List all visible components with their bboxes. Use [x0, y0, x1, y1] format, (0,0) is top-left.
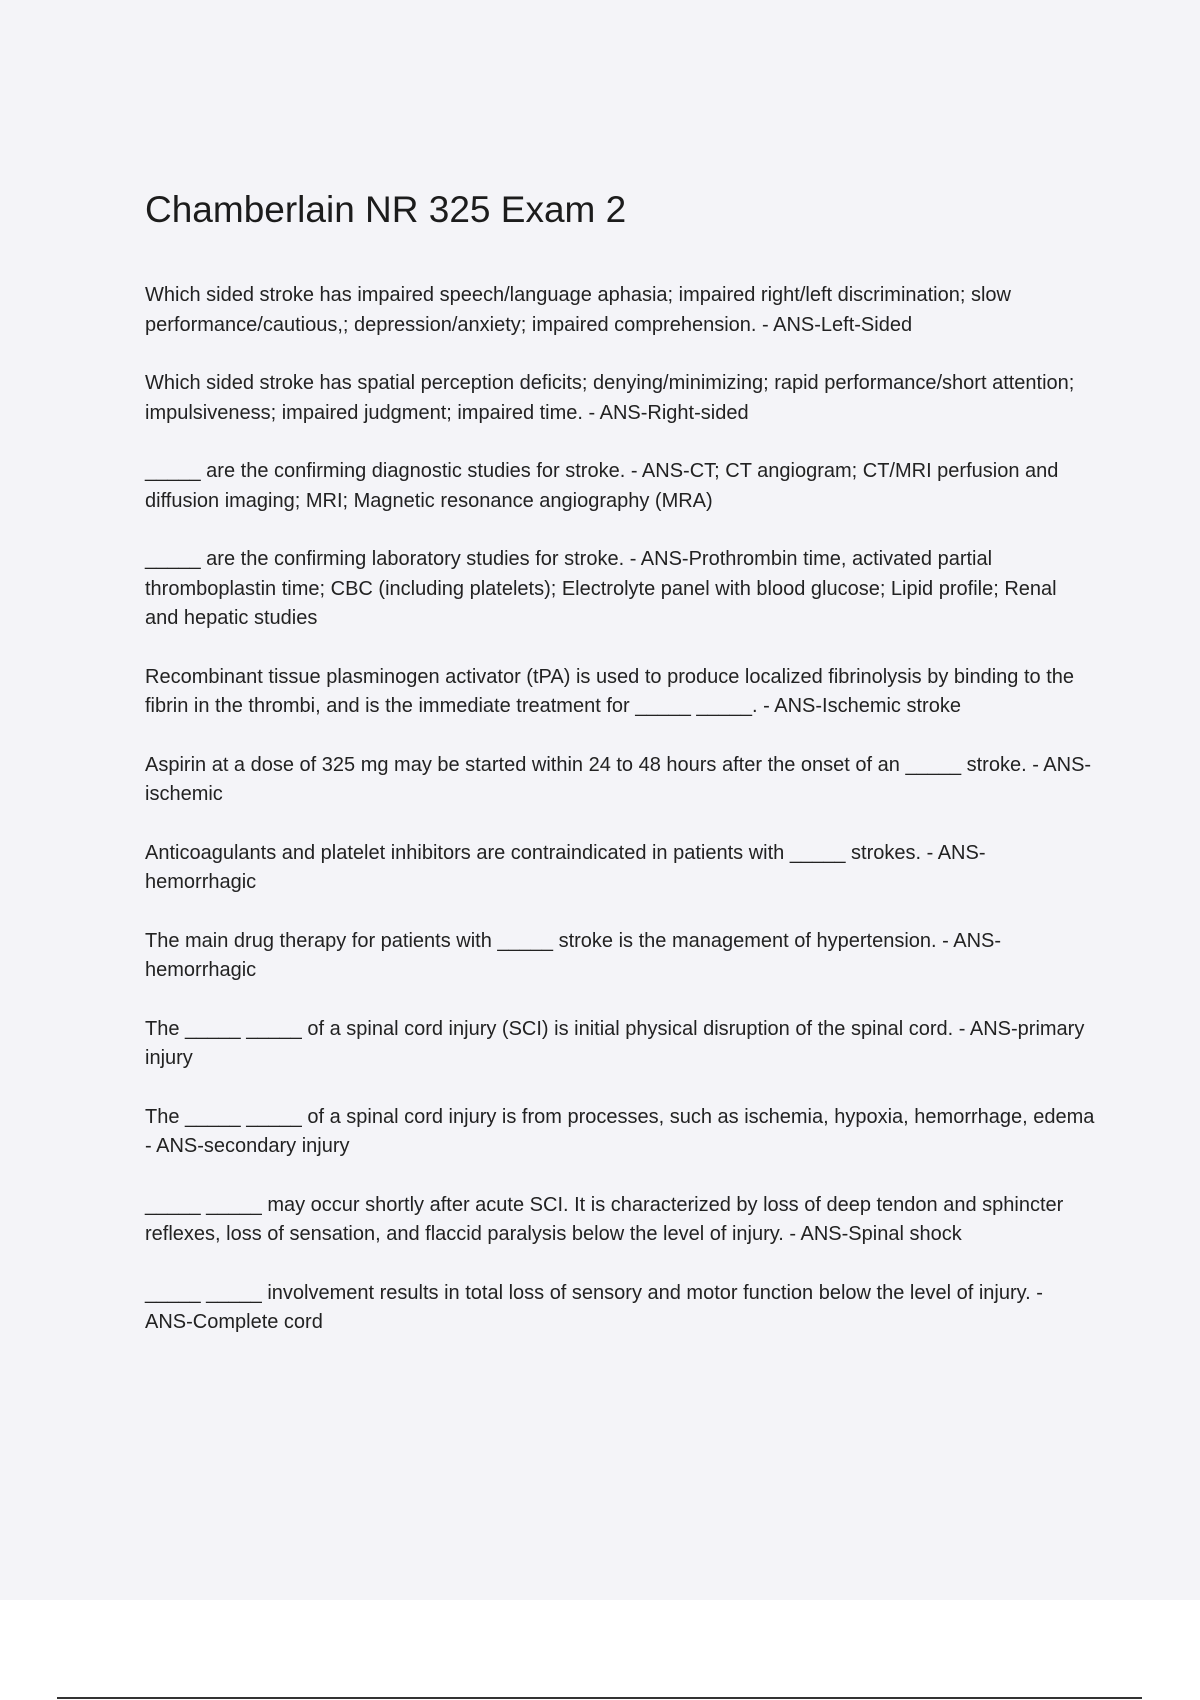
question-item: _____ are the confirming diagnostic studies for stroke. - ANS-CT; CT angiogram; CT/MRI perfusion and diffusion imaging; MRI; Magnetic resonance angiography (MRA)	[145, 460, 1059, 512]
document-title: Chamberlain NR 325 Exam 2	[145, 189, 627, 230]
question-item: Recombinant tissue plasminogen activator (tPA) is used to produce localized fibrinolysis by binding to the fibrin in the thrombi, and is the immediate treatment for _____ _____. - ANS-Ischemic stroke	[145, 665, 1075, 717]
question-item: The main drug therapy for patients with _____ stroke is the management of hypertension. - ANS-hemorrhagic	[145, 929, 1002, 981]
question-list	[145, 281, 1095, 1367]
question-item: Which sided stroke has impaired speech/language aphasia; impaired right/left discrimination; slow performance/cautious,; depression/anxiety; impaired comprehension. - ANS-Left-Sided	[145, 284, 1011, 336]
question-item: Anticoagulants and platelet inhibitors are contraindicated in patients with _____ strokes. - ANS-hemorrhagic	[145, 841, 986, 893]
question-item: The _____ _____ of a spinal cord injury is from processes, such as ischemia, hypoxia, hemorrhage, edema - ANS-secondary injury	[145, 1105, 1095, 1157]
question-item: Aspirin at a dose of 325 mg may be started within 24 to 48 hours after the onset of an _____ stroke. - ANS-ischemic	[145, 753, 1092, 805]
question-item: _____ _____ may occur shortly after acute SCI. It is characterized by loss of deep tendon and sphincter reflexes, loss of sensation, and flaccid paralysis below the level of injury. - ANS-Spinal shock	[145, 1193, 1064, 1245]
footer-divider	[57, 1697, 1142, 1699]
question-item: The _____ _____ of a spinal cord injury (SCI) is initial physical disruption of the spinal cord. - ANS-primary injury	[145, 1017, 1085, 1069]
question-item: _____ are the confirming laboratory studies for stroke. - ANS-Prothrombin time, activated partial thromboplastin time; CBC (including platelets); Electrolyte panel with blood glucose; Lipid profile; Renal and hepatic studies	[145, 548, 1057, 629]
question-item: _____ _____ involvement results in total loss of sensory and motor function below the level of injury. - ANS-Complete cord	[145, 1281, 1043, 1333]
question-item: Which sided stroke has spatial perception deficits; denying/minimizing; rapid performance/short attention; impulsiveness; impaired judgment; impaired time. - ANS-Right-sided	[145, 372, 1075, 424]
